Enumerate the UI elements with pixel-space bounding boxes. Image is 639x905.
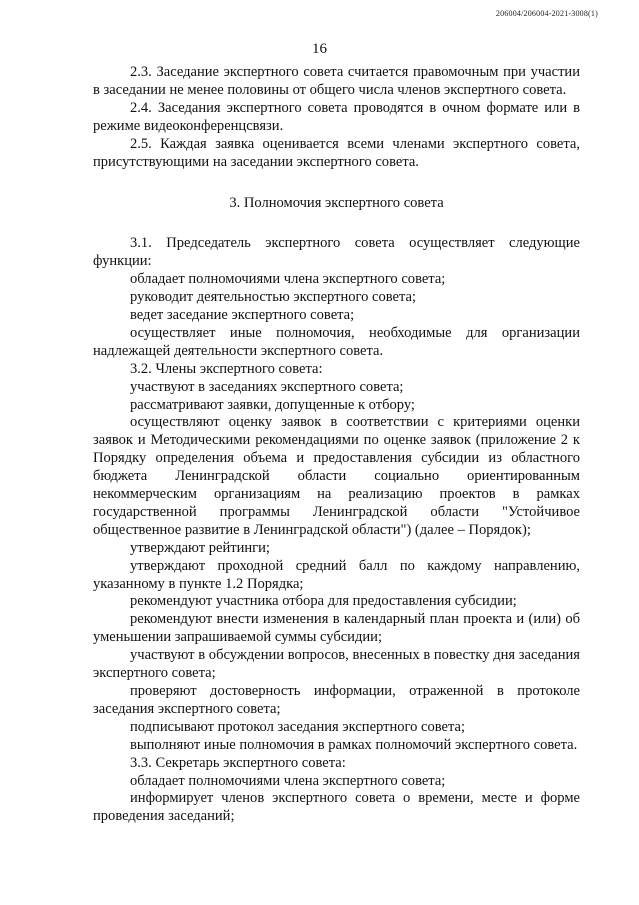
list-item: утверждают проходной средний балл по каждому направлению, указанному в пункте 1.2 Порядка; [93,557,580,592]
list-item: подписывают протокол заседания экспертного совета; [130,718,466,735]
paragraph-2-3: 2.3. Заседание экспертного совета считается правомочным при участии в заседании не менее половины от общего числа членов экспертного совета. [93,64,580,98]
list-item: утверждают рейтинги; [130,539,270,556]
list-item: осуществляют оценку заявок в соответствии с критериями оценки заявок и Методическими рекомендациями по оценке заявок (приложение 2 к Порядку определения объема и предоставления субсидии из областного бюджета Ленинградской области социально ориентированным некоммерческим организациям на реализацию проектов в рамках государственной программы Ленинградской области "Устойчивое общественное развитие в Ленинградской области") (далее – Порядок); [93,414,580,538]
paragraph-2-4: 2.4. Заседания экспертного совета проводятся в очном формате или в режиме видеоконференцсвязи. [93,99,580,134]
list-item: рекомендуют внести изменения в календарный план проекта и (или) об уменьшении запрашиваемой суммы субсидии; [93,611,580,646]
paragraph-3-2: 3.2. Члены экспертного совета: [130,360,323,377]
list-item: ведет заседание экспертного совета; [130,306,355,323]
list-item: обладает полномочиями члена экспертного совета; [130,772,446,789]
list-item: руководит деятельностью экспертного совета; [130,289,417,306]
list-item: рекомендуют участника отбора для предоставления субсидии; [130,593,517,610]
section-heading-3: 3. Полномочия экспертного совета [229,195,444,212]
list-item: выполняют иные полномочия в рамках полномочий экспертного совета. [130,736,578,753]
list-item: информирует членов экспертного совета о времени, месте и форме проведения заседаний; [93,790,580,825]
page-number: 16 [312,41,327,57]
list-item: обладает полномочиями члена экспертного совета; [130,271,446,288]
list-item: проверяют достоверность информации, отраженной в протоколе заседания экспертного совета; [93,683,580,717]
list-item: рассматривают заявки, допущенные к отбору; [130,396,415,413]
document-body [93,64,580,826]
paragraph-2-5: 2.5. Каждая заявка оценивается всеми членами экспертного совета, присутствующими на заседании экспертного совета. [93,135,580,170]
list-item: участвуют в обсуждении вопросов, внесенных в повестку дня заседания экспертного совета; [93,647,580,682]
document-id: 206004/206004-2021-3008(1) [495,9,598,18]
paragraph-3-1: 3.1. Председатель экспертного совета осуществляет следующие функции: [93,235,580,270]
list-item: осуществляет иные полномочия, необходимые для организации надлежащей деятельности экспертного совета. [93,324,580,359]
paragraph-3-3: 3.3. Секретарь экспертного совета: [130,754,346,771]
list-item: участвуют в заседаниях экспертного совета; [130,378,404,395]
